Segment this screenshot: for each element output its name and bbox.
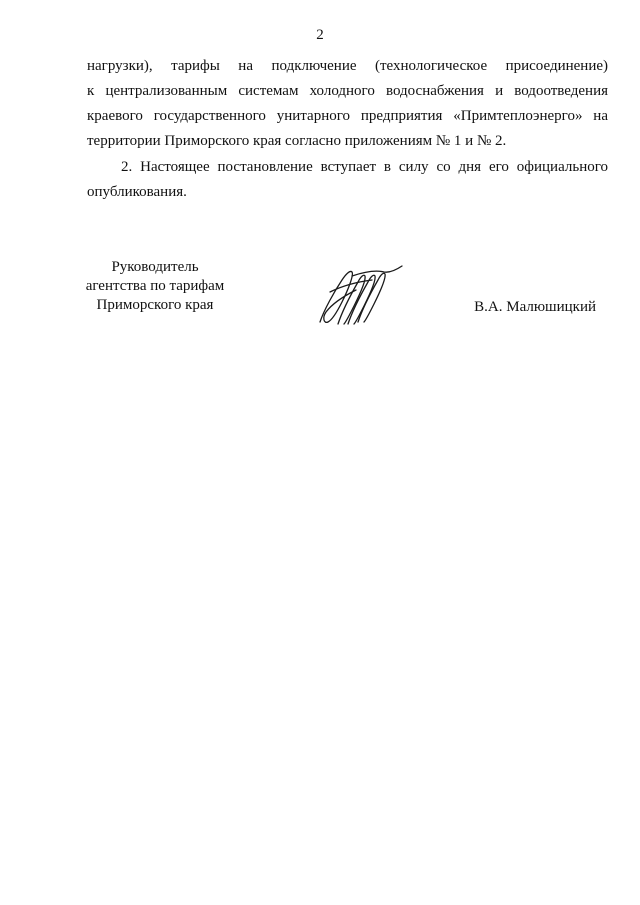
- paragraph-1-line-2: к централизованным системам холодного водоснабжения и водоотведения: [87, 83, 608, 99]
- paragraph-1-line-4: территории Приморского края согласно приложениям № 1 и № 2.: [87, 133, 507, 149]
- paragraph-2-line-1: 2. Настоящее постановление вступает в силу со дня его официального: [121, 159, 608, 175]
- paragraph-1-line-1: нагрузки), тарифы на подключение (технологическое присоединение): [87, 58, 608, 74]
- signature-stroke-1: [320, 271, 356, 322]
- paragraph-2: [87, 155, 608, 205]
- page-number: 2: [316, 27, 324, 43]
- signature-stroke-2: [338, 275, 365, 324]
- signer-position-line-2: агентства по тарифам: [85, 278, 225, 294]
- paragraph-1-line-3: краевого государственного унитарного предприятия «Примтеплоэнерго» на: [87, 108, 608, 124]
- signature-stroke-3: [348, 275, 375, 324]
- signer-name: В.А. Малюшицкий: [474, 299, 596, 315]
- paragraph-2-line-2: опубликования.: [87, 184, 187, 200]
- signature-stroke-5: [352, 266, 402, 276]
- signer-position: [70, 258, 240, 315]
- handwritten-signature: [312, 262, 404, 328]
- signer-position-line-1: Руководитель: [111, 259, 199, 275]
- signer-position-line-3: Приморского края: [96, 297, 214, 313]
- paragraph-1: [87, 54, 608, 154]
